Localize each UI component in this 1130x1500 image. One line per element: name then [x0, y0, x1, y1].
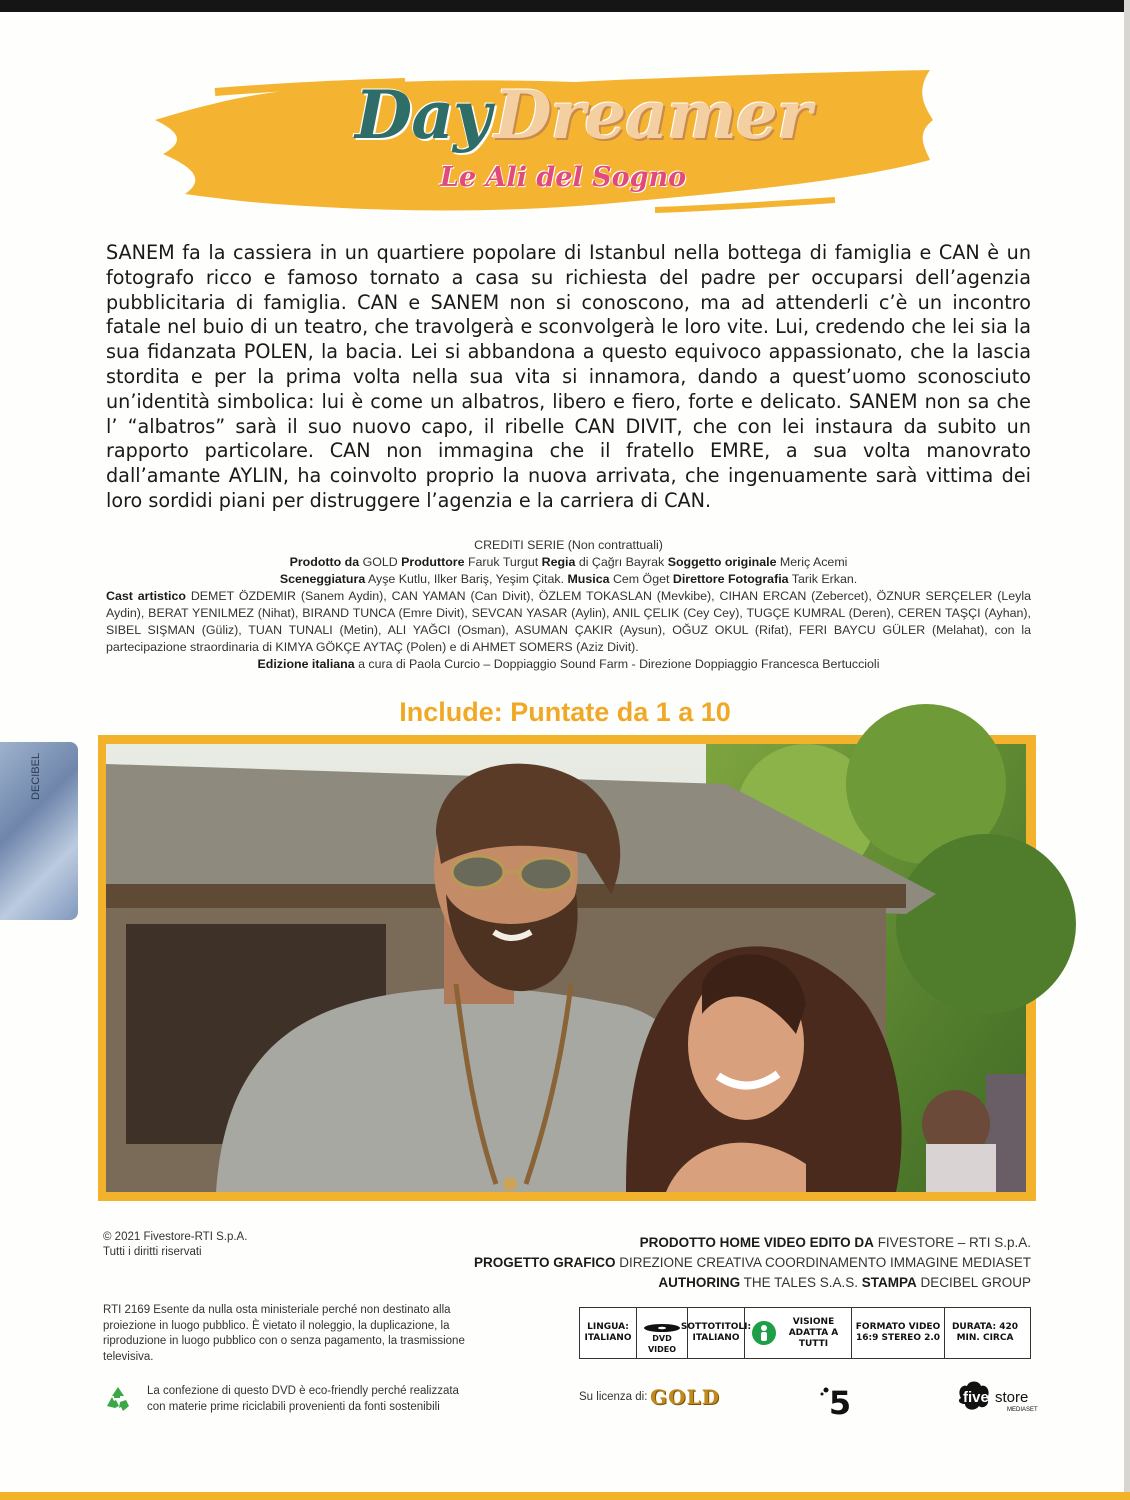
fivestore-sub: MEDIASET — [1007, 1407, 1038, 1413]
subtitles-cell: SOTTOTITOLI: ITALIANO — [688, 1308, 745, 1358]
eco-notice: La confezione di questo DVD è eco-friendly perché realizzata con materie prime riciclabili provenienti da fonti sostenibili — [103, 1384, 467, 1415]
sticker-text: DECIBEL — [30, 752, 42, 800]
dvd-video-cell: DVD VIDEO — [637, 1308, 688, 1358]
gold-logo: GOLD — [650, 1385, 720, 1409]
canale5-number: 5 — [828, 1384, 852, 1422]
canale5-logo — [818, 1380, 862, 1425]
fivestore-logo — [957, 1378, 1038, 1419]
italian-edition: Edizione italiana a cura di Paola Curcio – Doppiaggio Sound Farm - Direzione Doppiaggio Francesca Bertuccioli — [257, 657, 880, 671]
episodes-included: Include: Puntate da 1 a 10 — [399, 697, 731, 727]
recycle-icon — [103, 1384, 133, 1414]
technical-info-box — [579, 1307, 1031, 1359]
rating-cell: VISIONE ADATTA A TUTTI — [745, 1308, 852, 1358]
duration-cell: DURATA: 420 MIN. CIRCA — [951, 1322, 1019, 1343]
logo-subtitle: Le Ali del Sogno — [440, 162, 687, 193]
license-label: Su licenza di: — [579, 1391, 648, 1403]
language-cell: LINGUA: ITALIANO — [580, 1308, 637, 1358]
credits-block — [106, 537, 1031, 673]
series-logo — [155, 62, 945, 222]
cast-photo — [106, 744, 1026, 1192]
format-cell: FORMATO VIDEO 16:9 STEREO 2.0 — [852, 1308, 945, 1358]
fivestore-five: five — [963, 1389, 989, 1406]
legal-notice: RTI 2169 Esente da nulla osta ministeriale perché non destinato alla proiezione in luogo pubblico. È vietato il noleggio, la duplicazione, la riproduzione in luogo pubblico con o senza pagamento, la trasmissione televisiva. — [103, 1304, 465, 1363]
scan-right-edge — [1124, 0, 1130, 1500]
credits-line-2: Sceneggiatura Ayşe Kutlu, Ilker Bariş, Yeşim Çitak. Musica Cem Öget Direttore Fotografia Tarik Erkan. — [279, 572, 858, 586]
fivestore-store: store — [995, 1389, 1029, 1406]
logo-title: DayDreamer — [355, 76, 811, 154]
dvd-logo-icon — [642, 1311, 682, 1333]
cast-list: Cast artistico DEMET ÖZDEMIR (Sanem Aydin), CAN YAMAN (Can Divit), ÖZLEM TOKASLAN (Mevkibe), CIHAN ERCAN (Zebercet), ÖZNUR SERÇELER (Leyla Aydin), BERAT YENILMEZ (Nihat), BIRAND TUNCA (Emre Divit), SEVCAN YASAR (Aylin), ANIL ÇELIK (Cey Cey), TUGÇE KUMRAL (Deren), CEREN TAŞÇI (Ayhan), SIBEL SIŞMAN (Güliz), TUAN TUNALI (Metin), ALI YAĞCI (Osman), ASUMAN ÇAKIR (Aysun), OĞUZ OKUL (Rifat), FERI BAYCU GÜLER (Melahat), con la partecipazione straordinaria di KIMYA GÖKÇE AYTAÇ (Polen) e di AHMET SOMERS (Aziz Divit). — [106, 589, 1031, 654]
rating-green-icon — [751, 1320, 777, 1346]
copyright: © 2021 Fivestore-RTI S.p.A. Tutti i diritti riservati — [103, 1231, 248, 1258]
credits-heading: CREDITI SERIE (Non contrattuali) — [474, 538, 663, 552]
scan-top-edge — [0, 0, 1130, 12]
synopsis-text: SANEM fa la cassiera in un quartiere popolare di Istanbul nella bottega di famiglia e CAN è un fotografo ricco e famoso tornato a casa su richiesta del padre per occuparsi dell’agenzia pubblicitaria di famiglia. CAN e SANEM non si conoscono, ma ad attenderli c’è un incontro fatale nel buio di un teatro, che travolgerà e sconvolgerà le loro vite. Lui, credendo che lei sia la sua fidanzata POLEN, la bacia. Lei si abbandona a questo equivoco appassionato, che la lascia stordita e per la prima volta nella sua vita si innamora, dando a quest’uomo sconosciuto un’identità simbolica: lui è come un albatros, libero e fiero, forte e delicato. SANEM non sa che l’ “albatros” sarà il suo nuovo capo, il ribelle CAN DIVIT, che con lei instaura da subito un rapporto particolare. CAN non immagina che il fratello EMRE, a sua volta manovrato dall’amante AYLIN, ha coinvolto proprio la nuova arrivata, che ingenuamente sarà vittima dei loro sordidi piani per distruggere l’agenzia e la carriera di CAN. — [106, 241, 1031, 512]
bottom-yellow-edge — [0, 1492, 1130, 1500]
production-credits: PRODOTTO HOME VIDEO EDITO DA FIVESTORE – RTI S.p.A. PROGETTO GRAFICO DIREZIONE CREATIVA COORDINAMENTO IMMAGINE MEDIASET AUTHORING THE TALES S.A.S. STAMPA DECIBEL GROUP — [473, 1235, 1031, 1290]
cast-photo-illustration — [106, 744, 1026, 1192]
credits-line-1: Prodotto da GOLD Produttore Faruk Turgut Regia di Çağrı Bayrak Soggetto originale Meriç Acemi — [289, 555, 848, 569]
